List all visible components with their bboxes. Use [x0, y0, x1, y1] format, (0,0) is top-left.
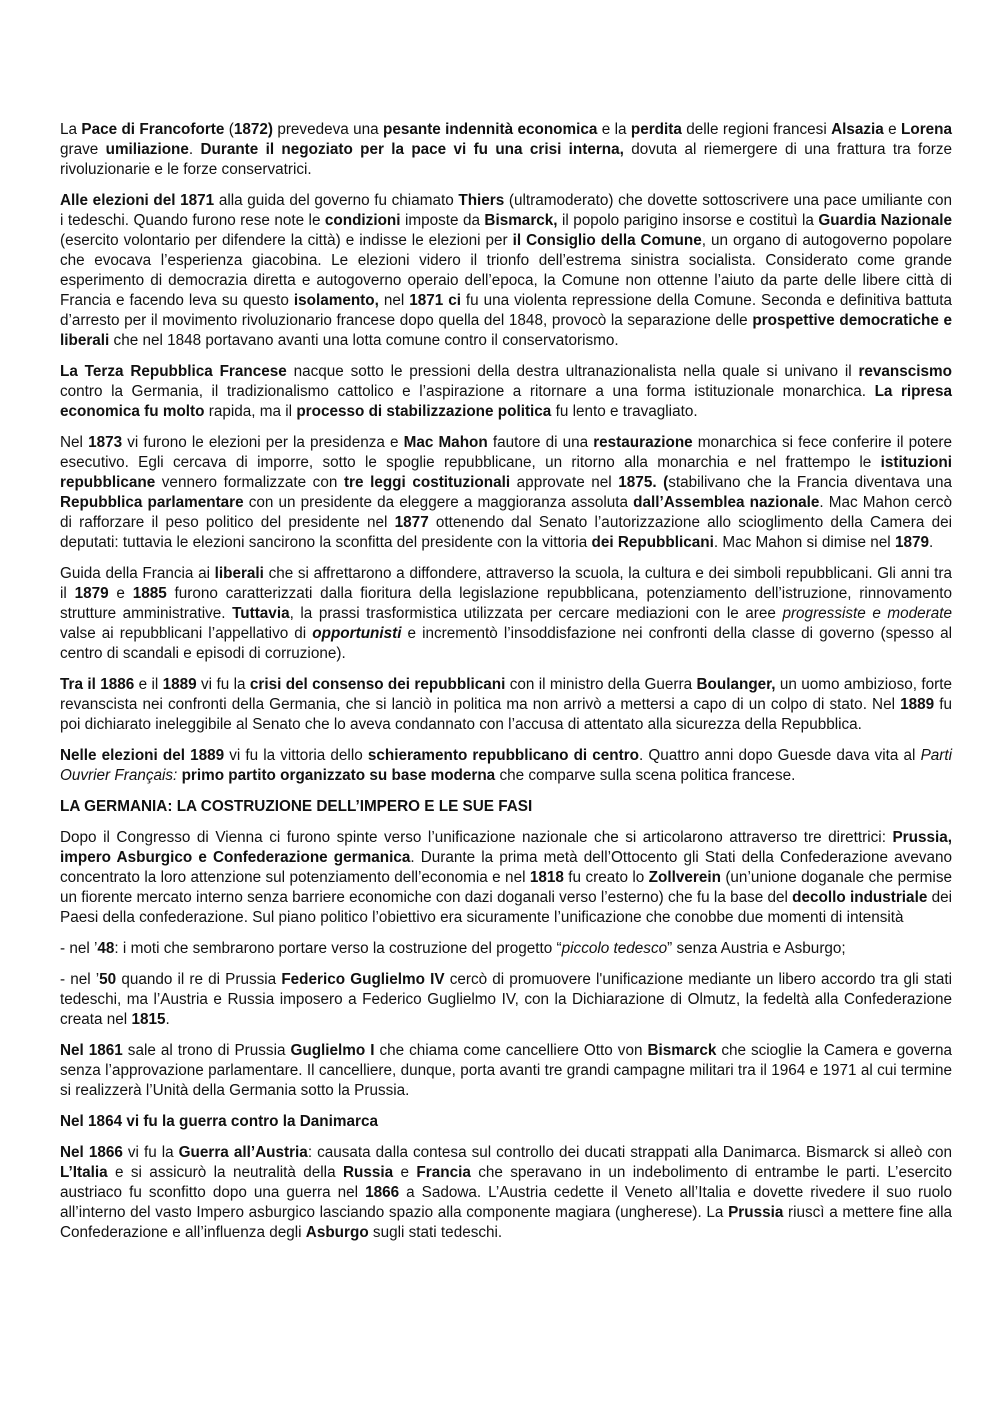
- text-run: ottenendo dal Senato l’autorizzazione allo scioglimento della Camera dei deputati: tuttavia le elezioni sancirono la sconfitta del presidente con la vittoria: [60, 514, 953, 551]
- text-run: crisi del consenso dei repubblicani: [249, 676, 506, 693]
- text-run: che si affrettarono a diffondere, attraverso la scuola, la cultura e dei simboli repubblicani. Gli anni tra il: [60, 565, 952, 602]
- text-run: - nel ’: [60, 940, 98, 957]
- list-item-50: [60, 970, 952, 1030]
- text-run: alla guida del governo fu chiamato: [214, 192, 459, 209]
- text-run: restaurazione: [593, 434, 693, 451]
- paragraph-liberali: [60, 564, 952, 664]
- text-run: monarchica si fece conferire il potere esecutivo. Egli cercava di imporre, sotto le spoglie repubblicane, un ritorno alla monarchia e nel frattempo le: [60, 434, 953, 471]
- text-run: Alsazia: [831, 121, 884, 138]
- text-run: (un’unione doganale che permise un fiorente mercato interno senza barriere economiche con dazi doganali verso l’esterno) che fu la base del: [60, 869, 952, 906]
- text-run: .: [188, 141, 201, 158]
- text-run: Guida della Francia ai: [60, 565, 215, 582]
- paragraph-boulanger: [60, 675, 952, 735]
- text-run: e la: [597, 121, 631, 138]
- paragraph-1866: [60, 1143, 952, 1243]
- text-run: Zollverein: [648, 869, 721, 886]
- text-run: (esercito volontario per difendere la città) e indisse le elezioni per: [60, 232, 513, 249]
- text-run: Prussia, impero Asburgico e Confederazione germanica: [60, 829, 952, 866]
- text-run: Prussia: [728, 1204, 784, 1221]
- text-run: La: [60, 121, 82, 138]
- text-run: condizioni: [324, 212, 401, 229]
- text-run: vennero formalizzate con: [155, 474, 344, 491]
- text-run: Repubblica parlamentare: [60, 494, 244, 511]
- text-run: con un presidente da eleggere a maggioranza assoluta: [243, 494, 634, 511]
- text-run: il popolo parigino insorse e costituì la: [557, 212, 819, 229]
- text-run: vi fu la: [196, 676, 250, 693]
- text-run: 1815: [131, 1011, 166, 1028]
- text-run: fautore di una: [487, 434, 594, 451]
- text-run: , un organo di autogoverno popolare che evocava l’esperienza giacobina. Le elezioni videro il trionfo dell’estrema sinistra socialista. Considerato come grande esperimento di democrazia diretta e autogoverno operaio dell’epoca, la Comune non ottenne l’aiuto da parte delle libere città di Francia e facendo leva su questo: [60, 232, 952, 309]
- paragraph-elezioni-1889: [60, 746, 952, 786]
- text-run: dei Paesi della confederazione. Sul piano politico l’obiettivo era sicuramente l’unificazione che conobbe due momenti di intensità: [60, 889, 952, 926]
- text-run: perdita: [630, 121, 682, 138]
- text-run: Alle elezioni del 1871: [60, 192, 215, 209]
- text-run: che comparve sulla scena politica francese.: [495, 767, 796, 784]
- text-run: .: [928, 534, 934, 551]
- text-run: quando il re di Prussia: [116, 971, 282, 988]
- text-run: valse ai repubblicani l’appellativo di: [60, 625, 313, 642]
- paragraph-terza-repubblica: [60, 362, 952, 422]
- text-run: 1871 ci: [409, 292, 461, 309]
- text-run: Bismarck: [647, 1042, 717, 1059]
- text-run: Thiers: [458, 192, 505, 209]
- text-run: 1885: [132, 585, 167, 602]
- text-run: che nel 1848 portavano avanti una lotta comune contro il conservatorismo.: [109, 332, 619, 349]
- text-run: La Terza Repubblica Francese: [60, 363, 287, 380]
- text-run: vi fu la vittoria dello: [224, 747, 368, 764]
- text-run: decollo industriale: [792, 889, 928, 906]
- text-run: pesante indennità economica: [382, 121, 598, 138]
- text-run: Mac Mahon: [403, 434, 488, 451]
- text-run: 1873: [88, 434, 123, 451]
- text-run: Russia: [342, 1164, 394, 1181]
- text-run: .: [165, 1011, 170, 1028]
- text-run: vi furono le elezioni per la presidenza e: [122, 434, 404, 451]
- text-run: imposte da: [400, 212, 485, 229]
- text-run: 48: [97, 940, 115, 957]
- text-run: rapida, ma il: [204, 403, 297, 420]
- text-run: processo di stabilizzazione politica: [296, 403, 552, 420]
- text-run: Asburgo: [305, 1224, 369, 1241]
- text-run: liberali: [214, 565, 264, 582]
- text-run: 1866: [365, 1184, 400, 1201]
- text-run: opportunisti: [312, 625, 402, 642]
- text-run: 1889: [900, 696, 935, 713]
- text-run: vi fu la: [122, 1144, 179, 1161]
- text-run: schieramento repubblicano di centro: [367, 747, 640, 764]
- text-run: Tra il 1886: [60, 676, 135, 693]
- text-run: Francia: [416, 1164, 471, 1181]
- text-run: e: [108, 585, 133, 602]
- text-run: nel: [378, 292, 410, 309]
- text-run: sugli stati tedeschi.: [368, 1224, 503, 1241]
- paragraph-pace-francoforte: [60, 120, 952, 180]
- paragraph-congresso-vienna: [60, 828, 952, 928]
- text-run: 1872): [233, 121, 273, 138]
- text-run: approvate nel: [510, 474, 619, 491]
- text-run: 1877: [394, 514, 429, 531]
- text-run: e: [393, 1164, 417, 1181]
- text-run: Nel: [60, 434, 89, 451]
- paragraph-mac-mahon: [60, 433, 952, 553]
- text-run: (: [224, 121, 234, 138]
- text-run: piccolo tedesco: [561, 940, 668, 957]
- text-run: LA GERMANIA: LA COSTRUZIONE DELL’IMPERO E LE SUE FASI: [60, 798, 533, 815]
- text-run: Dopo il Congresso di Vienna ci furono spinte verso l’unificazione nazionale che si articolarono attraverso tre direttrici:: [60, 829, 893, 846]
- text-run: e incrementò l’insoddisfazione nei confronti della classe di governo (spesso al centro di scandali e episodi di corruzione).: [60, 625, 952, 662]
- text-run: progressiste e moderate: [782, 605, 952, 622]
- text-run: 1889: [162, 676, 197, 693]
- text-run: fu una violenta repressione della Comune. Seconda e definitiva battuta d’arresto per il movimento rivoluzionario francese dopo quella del 1848, provocò la separazione delle: [60, 292, 952, 329]
- text-run: fu lento e travagliato.: [551, 403, 698, 420]
- paragraph-1864: [60, 1112, 952, 1132]
- text-run: sale al trono di Prussia: [122, 1042, 291, 1059]
- text-run: Durante il negoziato per la pace vi fu una crisi interna,: [200, 141, 624, 158]
- text-run: Nel 1866: [60, 1144, 123, 1161]
- text-run: nacque sotto le pressioni della destra ultranazionalista nella quale si univano il: [286, 363, 859, 380]
- text-run: Boulanger,: [696, 676, 776, 693]
- text-run: 50: [99, 971, 117, 988]
- text-run: che chiama come cancelliere Otto von: [374, 1042, 648, 1059]
- text-run: dei Repubblicani: [591, 534, 714, 551]
- text-run: e si assicurò la neutralità della: [107, 1164, 343, 1181]
- text-run: prevedeva una: [272, 121, 383, 138]
- document-page: [60, 120, 952, 1243]
- text-run: isolamento,: [293, 292, 379, 309]
- text-run: Lorena: [901, 121, 953, 138]
- text-run: e: [883, 121, 902, 138]
- text-run: contro la Germania, il tradizionalismo cattolico e l’aspirazione a ritornare a una forma istituzionale monarchica.: [60, 383, 875, 400]
- text-run: a Sadowa. L’Austria cedette il Veneto all’Italia e dovette rivedere il suo ruolo all’interno del vasto Impero asburgico lasciando spazio alla componente magiara (ungherese). La: [60, 1184, 952, 1221]
- text-run: : causata dalla contesa sul controllo dei ducati strappati alla Danimarca. Bismarck si alleò con: [307, 1144, 953, 1161]
- text-run: 1879: [894, 534, 929, 551]
- text-run: cercò di promuovere l'unificazione mediante un libero accordo tra gli stati tedeschi, ma l’Austria e Russia imposero a Federico Guglielmo IV, con la Dichiarazione di Olmutz, la fedeltà alla Confederazione creata nel: [60, 971, 953, 1028]
- text-run: Guardia Nazionale: [818, 212, 952, 229]
- text-run: delle regioni francesi: [681, 121, 832, 138]
- text-run: Pace di Francoforte: [81, 121, 225, 138]
- text-run: che scioglie la Camera e governa senza l’approvazione parlamentare. Il cancelliere, dunque, porta avanti tre grandi campagne militari tra il 1964 e 1971 al cui termine si realizzerà l’Unità della Germania sotto la Prussia.: [60, 1042, 953, 1099]
- text-run: Bismarck,: [484, 212, 558, 229]
- text-run: istituzioni repubblicane: [60, 454, 952, 491]
- text-run: Nel 1864 vi fu la guerra contro la Danimarca: [60, 1113, 378, 1130]
- text-run: L’Italia: [60, 1164, 108, 1181]
- text-run: : i moti che sembrarono portare verso la costruzione del progetto “: [114, 940, 562, 957]
- text-run: . Mac Mahon cercò di rafforzare il peso politico del presidente nel: [60, 494, 952, 531]
- text-run: , la prassi trasformistica utilizzata per cercare mediazioni con le aree: [289, 605, 783, 622]
- text-run: La ripresa economica fu molto: [60, 383, 952, 420]
- text-run: 1879: [74, 585, 109, 602]
- text-run: che speravano in un indebolimento di entrambe le parti. L’esercito austriaco fu sconfitto dopo una guerra nel: [60, 1164, 952, 1201]
- list-item-48: [60, 939, 952, 959]
- text-run: primo partito organizzato su base moderna: [181, 767, 496, 784]
- text-run: Guglielmo I: [290, 1042, 375, 1059]
- text-run: (ultramoderato) che dovette sottoscrivere una pace umiliante con i tedeschi. Quando furono rese note le: [60, 192, 952, 229]
- text-run: fu poi dichiarato ineleggibile al Senato che lo aveva condannato con l’accusa di attentato alla sicurezza della Repubblica.: [60, 696, 953, 733]
- text-run: Parti Ouvrier Français:: [60, 747, 953, 784]
- text-run: Nelle elezioni del 1889: [60, 747, 225, 764]
- text-run: grave: [60, 141, 106, 158]
- text-run: tre leggi costituzionali: [343, 474, 511, 491]
- text-run: fu creato lo: [563, 869, 649, 886]
- paragraph-elezioni-1871: [60, 191, 952, 351]
- section-heading-germania: [60, 797, 952, 817]
- text-run: . Quattro anni dopo Guesde dava vita al: [639, 747, 921, 764]
- text-run: con il ministro della Guerra: [505, 676, 697, 693]
- text-run: prospettive democratiche e liberali: [60, 312, 952, 349]
- text-run: . Durante la prima metà dell’Ottocento gli Stati della Confederazione avevano concentrato la loro attenzione sul potenziamento dell’economia e nel: [60, 849, 953, 886]
- text-run: il Consiglio della Comune: [512, 232, 702, 249]
- text-run: 1875. (: [618, 474, 669, 491]
- text-run: . Mac Mahon si dimise nel: [713, 534, 895, 551]
- text-run: 1818: [529, 869, 564, 886]
- paragraph-1861: [60, 1041, 952, 1101]
- text-run: Federico Guglielmo IV: [281, 971, 445, 988]
- text-run: dall’Assemblea nazionale: [633, 494, 820, 511]
- text-run: Tuttavia: [232, 605, 290, 622]
- text-run: umiliazione: [105, 141, 189, 158]
- text-run: Nel 1861: [60, 1042, 123, 1059]
- text-run: dovuta al riemergere di una frattura tra forze rivoluzionarie e le forze conservatrici.: [60, 141, 953, 178]
- text-run: revanscismo: [858, 363, 952, 380]
- text-run: un uomo ambizioso, forte revanscista nei confronti della Germania, che si lanciò in politica ma non arrivò a mettersi a capo di un colpo di stato. Nel: [60, 676, 952, 713]
- text-run: riuscì a mettere fine alla Confederazione e all’influenza degli: [60, 1204, 953, 1241]
- text-run: Guerra all’Austria: [178, 1144, 308, 1161]
- text-run: e il: [134, 676, 163, 693]
- text-run: ” senza Austria e Asburgo;: [667, 940, 846, 957]
- text-run: stabilivano che la Francia diventava una: [668, 474, 953, 491]
- text-run: furono caratterizzati dalla fioritura della legislazione repubblicana, potenziamento dell’istruzione, rinnovamento strutture amministrative.: [60, 585, 952, 622]
- text-run: - nel ’: [60, 971, 100, 988]
